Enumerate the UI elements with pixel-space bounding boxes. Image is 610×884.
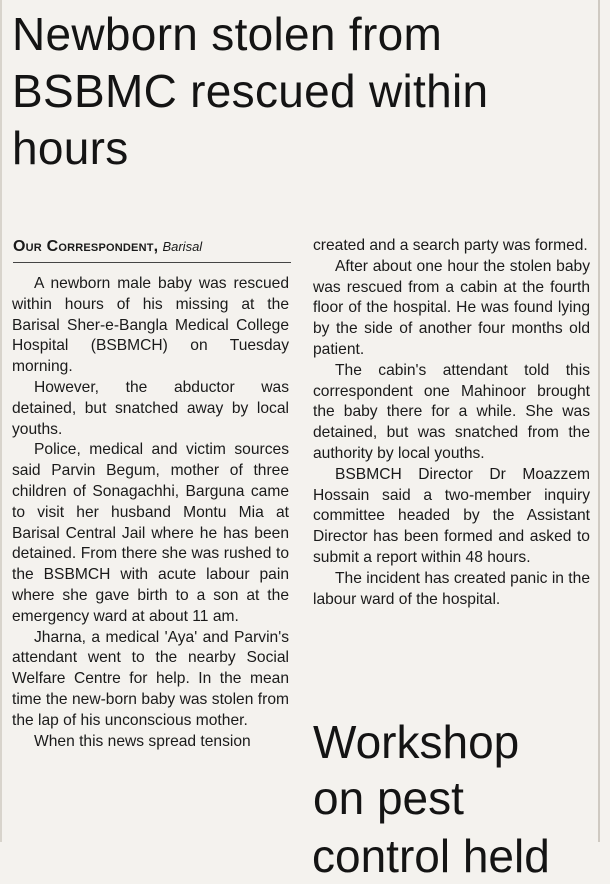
right-edge-line [598, 0, 600, 842]
byline-author: Our Correspondent, [13, 238, 159, 255]
right-paragraph-5: The incident has created panic in the labour ward of the hospital. [313, 569, 590, 608]
left-paragraph-3: Police, medical and victim sources said Parvin Begum, mother of three children of Sonagachhi, Barguna came to visit her husband Montu Mia at Barisal Central Jail where he has been detained. From there she was rushed to the BSBMCH with acute labour pain where she gave birth to a son at the emergency ward at about 11 am. [12, 441, 289, 625]
next-headline-cut-line [312, 828, 592, 882]
left-paragraph-5: When this news spread tension [34, 732, 251, 750]
next-headline-line-3: control held [312, 830, 550, 882]
right-column [313, 236, 590, 610]
left-paragraph-2: However, the abductor was detained, but snatched away by local youths. [12, 378, 289, 438]
right-paragraph-3: The cabin's attendant told this correspondent one Mahinoor brought the baby there for a while. She was detained, but was snatched from the authority by local youths. [313, 361, 590, 462]
right-paragraph-1: created and a search party was formed. [313, 237, 588, 254]
right-paragraph-4: BSBMCH Director Dr Moazzem Hossain said a two-member inquiry committee headed by the Assistant Director has been formed and asked to submit a report within 48 hours. [313, 465, 590, 566]
byline-location: Barisal [162, 239, 203, 254]
next-article-headline [313, 714, 598, 826]
left-column [12, 274, 289, 752]
article-headline: Newborn stolen from BSBMC rescued within hours [12, 8, 489, 174]
left-paragraph-1: A newborn male baby was rescued within hours of his missing at the Barisal Sher-e-Bangla Medical College Hospital (BSBMCH) on Tuesday morning. [12, 275, 289, 376]
next-headline-line-2: on pest [313, 772, 464, 824]
left-paragraph-4: Jharna, a medical 'Aya' and Parvin's attendant went to the nearby Social Welfare Centre for help. In the mean time the new-born baby was stolen from the lap of his unconscious mother. [12, 628, 289, 729]
left-edge-line [0, 0, 2, 842]
right-paragraph-2: After about one hour the stolen baby was rescued from a cabin at the fourth floor of the hospital. He was found lying by the side of another four months old patient. [313, 257, 590, 358]
byline [13, 238, 291, 263]
next-headline-line-1: Workshop [313, 716, 520, 768]
